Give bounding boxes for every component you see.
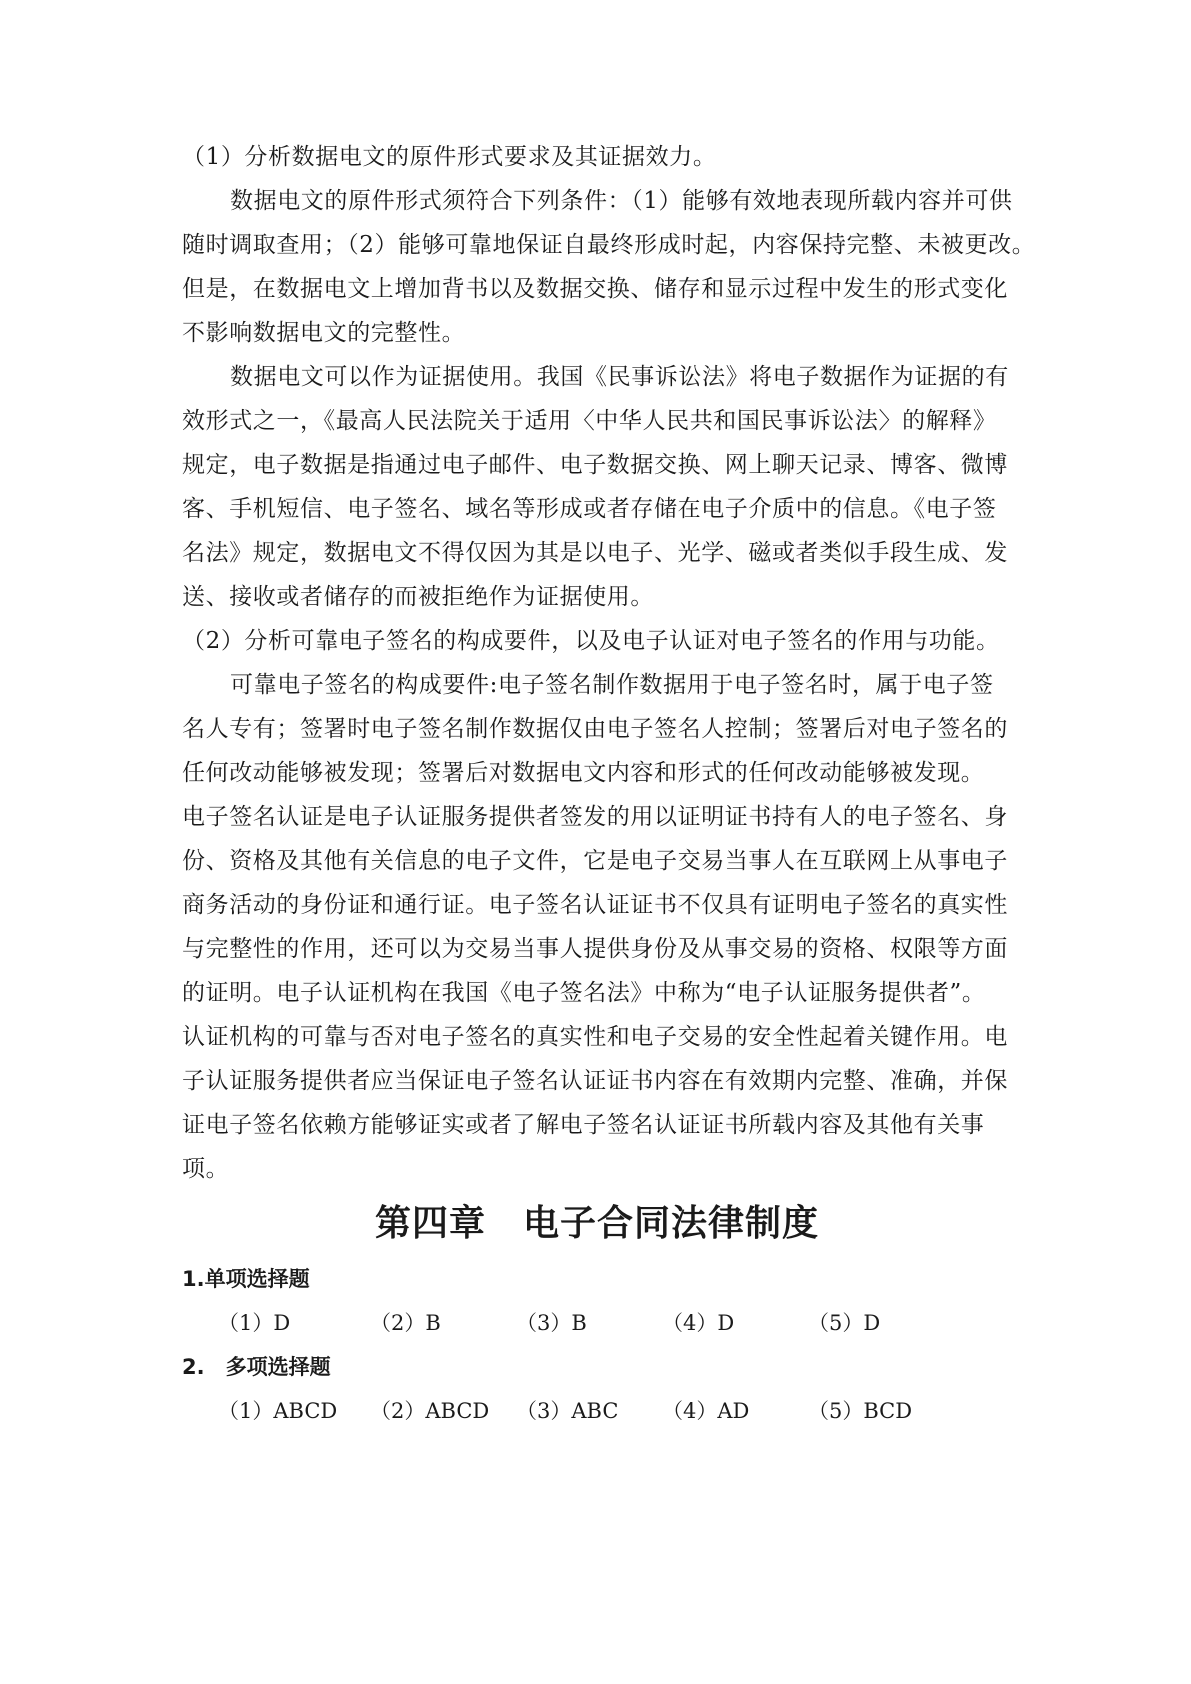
question-2-heading: （2）分析可靠电子签名的构成要件，以及电子认证对电子签名的作用与功能。 (182, 628, 1000, 654)
single-choice-heading: 1.单项选择题 (182, 1267, 310, 1291)
paragraph-line: 项。 (182, 1156, 230, 1182)
answer-item: （2）ABCD (370, 1399, 490, 1423)
answer-item: （3）ABC (516, 1399, 619, 1423)
chapter-title: 第四章 电子合同法律制度 (374, 1203, 819, 1244)
answer-item: （3）B (516, 1311, 587, 1335)
paragraph-line: 的证明。电子认证机构在我国《电子签名法》中称为“电子认证服务提供者”。 (182, 980, 986, 1006)
paragraph-line: 客、手机短信、电子签名、域名等形成或者存储在电子介质中的信息。《电子签 (182, 496, 997, 522)
paragraph-line: 数据电文的原件形式须符合下列条件：（1）能够有效地表现所载内容并可供 (230, 188, 1013, 214)
question-1-heading: （1）分析数据电文的原件形式要求及其证据效力。 (182, 144, 717, 170)
paragraph-line: 与完整性的作用，还可以为交易当事人提供身份及从事交易的资格、权限等方面 (182, 936, 1008, 962)
answer-item: （5）D (808, 1311, 881, 1335)
answer-item: （1）ABCD (218, 1399, 338, 1423)
paragraph-line: 电子签名认证是电子认证服务提供者签发的用以证明证书持有人的电子签名、身 (182, 804, 1008, 830)
paragraph-line: 证电子签名依赖方能够证实或者了解电子签名认证证书所载内容及其他有关事 (182, 1112, 985, 1138)
paragraph-line: 份、资格及其他有关信息的电子文件，它是电子交易当事人在互联网上从事电子 (182, 848, 1008, 874)
paragraph-line: 数据电文可以作为证据使用。我国《民事诉讼法》将电子数据作为证据的有 (230, 364, 1009, 390)
answer-item: （2）B (370, 1311, 441, 1335)
answer-item: （5）BCD (808, 1399, 913, 1423)
paragraph-line: 商务活动的身份证和通行证。电子签名认证证书不仅具有证明电子签名的真实性 (182, 892, 1008, 918)
paragraph-line: 送、接收或者储存的而被拒绝作为证据使用。 (182, 584, 654, 610)
paragraph-line: 但是，在数据电文上增加背书以及数据交换、储存和显示过程中发生的形式变化 (182, 276, 1008, 302)
answer-item: （4）AD (662, 1399, 750, 1423)
answer-item: （1）D (218, 1311, 291, 1335)
paragraph-line: 规定，电子数据是指通过电子邮件、电子数据交换、网上聊天记录、博客、微博 (182, 452, 1008, 478)
paragraph-line: 名人专有；签署时电子签名制作数据仅由电子签名人控制；签署后对电子签名的 (182, 716, 1008, 742)
paragraph-line: 任何改动能够被发现；签署后对数据电文内容和形式的任何改动能够被发现。 (182, 760, 985, 786)
paragraph-line: 效形式之一，《最高人民法院关于适用〈中华人民共和国民事诉讼法〉的解释》 (182, 408, 997, 434)
paragraph-line: 不影响数据电文的完整性。 (182, 320, 466, 346)
paragraph-line: 可靠电子签名的构成要件:电子签名制作数据用于电子签名时，属于电子签 (230, 672, 994, 698)
paragraph-line: 名法》规定，数据电文不得仅因为其是以电子、光学、磁或者类似手段生成、发 (182, 540, 1008, 566)
multi-choice-heading: 2. 多项选择题 (182, 1355, 331, 1379)
paragraph-line: 子认证服务提供者应当保证电子签名认证证书内容在有效期内完整、准确，并保 (182, 1068, 1008, 1094)
paragraph-line: 认证机构的可靠与否对电子签名的真实性和电子交易的安全性起着关键作用。电 (182, 1024, 1008, 1050)
paragraph-line: 随时调取查用；（2）能够可靠地保证自最终形成时起，内容保持完整、未被更改。 (182, 232, 1036, 258)
answer-item: （4）D (662, 1311, 735, 1335)
